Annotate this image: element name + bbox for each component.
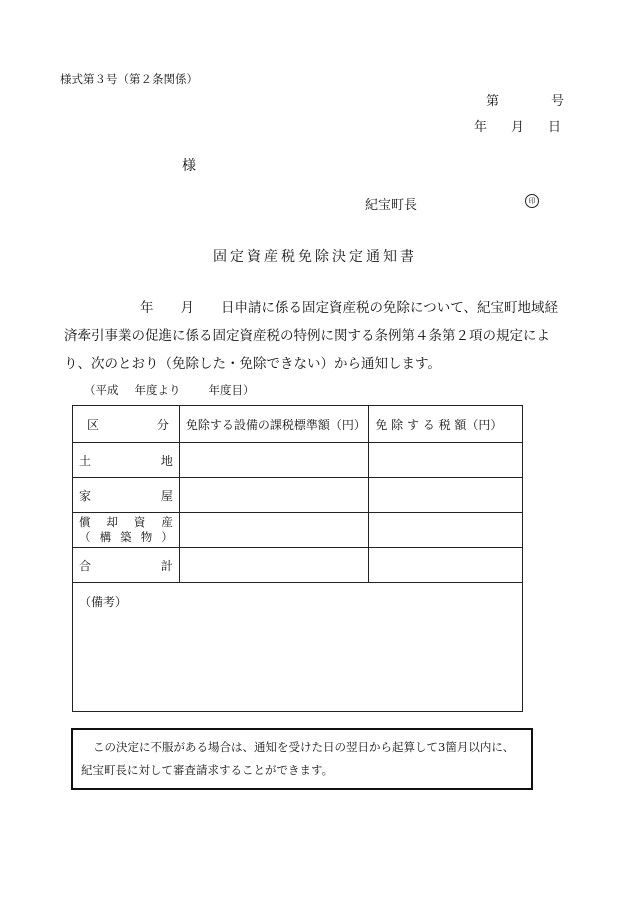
number-suffix: 号 (551, 94, 565, 109)
notice-line-2: 紀宝町長に対して審査請求することができます。 (81, 763, 334, 777)
remarks-label: （備考） (79, 595, 128, 609)
addressee-honorific: 様 (182, 158, 196, 174)
header-tax-base: 免除する設備の課税標準額（円） (179, 406, 369, 443)
table-row (73, 548, 523, 583)
issuer-title: 紀宝町長 (365, 198, 418, 213)
body-line-2: 済牽引事業の促進に係る固定資産税の特例に関する条例第４条第２項の規定によ (64, 328, 550, 344)
date-month: 月 (511, 120, 525, 135)
tax-amount-cell[interactable] (369, 478, 523, 513)
row-label-depreciable-assets: 償 却 資 産 （ 構 築 物 ） (73, 513, 180, 548)
remarks-cell[interactable] (73, 583, 523, 712)
exemption-table (72, 405, 523, 712)
table-row (73, 443, 523, 478)
seal-mark: 印 (525, 194, 539, 208)
appeal-notice (71, 728, 533, 790)
tax-amount-cell[interactable] (369, 548, 523, 583)
document-date (474, 116, 561, 135)
table-row (73, 513, 523, 548)
header-category: 区 分 (73, 406, 180, 443)
notice-line-1: この決定に不服がある場合は、通知を受けた日の翌日から起算して3箇月以内に、 (93, 740, 515, 754)
row-label-total: 合 計 (73, 548, 180, 583)
tax-base-cell[interactable] (179, 513, 369, 548)
tax-base-cell[interactable] (179, 478, 369, 513)
tax-amount-cell[interactable] (369, 443, 523, 478)
body-line-3: り、次のとおり（免除した・免除できない）から通知します。 (64, 356, 441, 372)
date-day: 日 (548, 120, 562, 135)
tax-amount-cell[interactable] (369, 513, 523, 548)
tax-base-cell[interactable] (179, 548, 369, 583)
date-year: 年 (474, 120, 488, 135)
row-label-house: 家 屋 (73, 478, 180, 513)
row-label-land: 土 地 (73, 443, 180, 478)
remarks-row (73, 583, 523, 712)
document-number (486, 90, 564, 109)
number-prefix: 第 (486, 94, 500, 109)
header-tax-amount: 免 除 す る 税 額（円） (369, 406, 523, 443)
document-title: 固定資産税免除決定通知書 (213, 249, 417, 265)
body-line-1: 年 月 日申請に係る固定資産税の免除について、紀宝町地域経 (140, 300, 558, 316)
table-header-row (73, 406, 523, 443)
document-body (64, 294, 582, 378)
tax-base-cell[interactable] (179, 443, 369, 478)
form-label: 様式第３号（第２条関係） (60, 72, 198, 86)
table-row (73, 478, 523, 513)
period-note: （平成 年度より 年度目） (84, 383, 255, 397)
